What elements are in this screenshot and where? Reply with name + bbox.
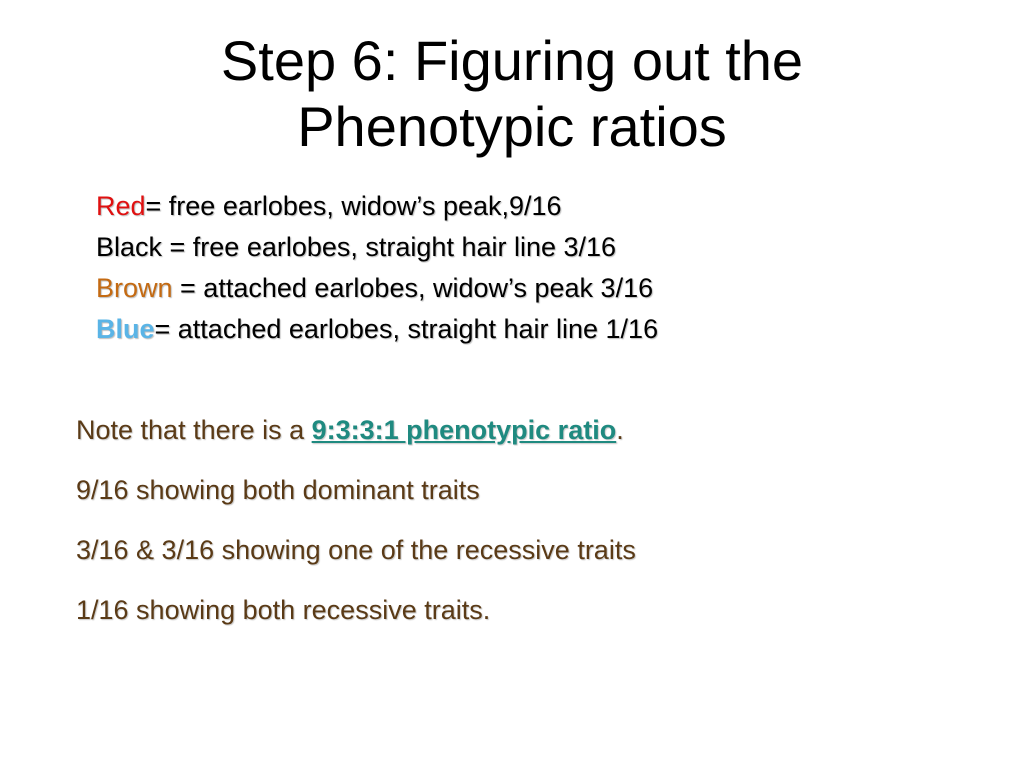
note-one-recessive-line: 3/16 & 3/16 showing one of the recessive traits (76, 535, 636, 565)
legend-text-blue: = attached earlobes, straight hair line 1/16 (154, 314, 659, 344)
note-both-recessive-line: 1/16 showing both recessive traits. (76, 595, 491, 625)
note-prefix: Note that there is a (76, 415, 312, 445)
legend-row-red (96, 186, 658, 227)
ratio-notes (76, 410, 636, 650)
note-ratio-line (76, 410, 636, 450)
title-line-1: Step 6: Figuring out the (220, 29, 804, 92)
color-word-red: Red (96, 191, 146, 221)
legend-text-brown: = attached earlobes, widow’s peak 3/16 (172, 273, 654, 303)
color-word-brown: Brown (96, 273, 173, 303)
phenotypic-ratio-link[interactable]: 9:3:3:1 phenotypic ratio (311, 415, 617, 445)
title-line-2: Phenotypic ratios (297, 95, 727, 158)
legend-row-brown (96, 268, 658, 309)
legend-row-black (96, 227, 658, 268)
color-word-blue: Blue (96, 314, 155, 344)
note-suffix: . (616, 415, 624, 445)
note-dominant-line: 9/16 showing both dominant traits (76, 475, 480, 505)
legend-text-red: = free earlobes, widow’s peak,9/16 (145, 191, 562, 221)
color-word-black: Black (96, 232, 163, 262)
phenotype-legend (96, 186, 658, 350)
legend-row-blue (96, 309, 658, 350)
legend-text-black: = free earlobes, straight hair line 3/16 (162, 232, 617, 262)
slide-title (0, 28, 1024, 160)
